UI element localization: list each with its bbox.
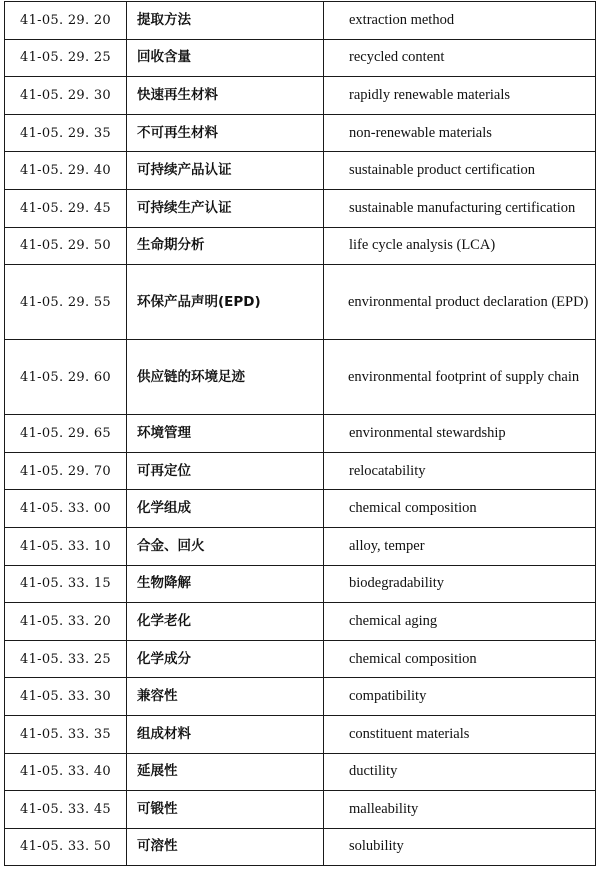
term-english: environmental stewardship [324, 415, 596, 453]
table-row [5, 715, 596, 753]
table-row [5, 527, 596, 565]
table-row [5, 152, 596, 190]
term-code: 41-05. 29. 50 [5, 227, 127, 265]
term-chinese: 可锻性 [127, 791, 324, 829]
term-english: malleability [324, 791, 596, 829]
term-english: ductility [324, 753, 596, 791]
term-english: relocatability [324, 452, 596, 490]
term-chinese: 生命期分析 [127, 227, 324, 265]
table-row [5, 791, 596, 829]
table-row [5, 39, 596, 77]
term-chinese: 可溶性 [127, 828, 324, 866]
table-row [5, 603, 596, 641]
term-code: 41-05. 29. 25 [5, 39, 127, 77]
term-english: biodegradability [324, 565, 596, 603]
term-code: 41-05. 33. 30 [5, 678, 127, 716]
table-row [5, 678, 596, 716]
term-chinese: 环保产品声明(EPD) [127, 265, 324, 340]
term-chinese: 兼容性 [127, 678, 324, 716]
term-code: 41-05. 33. 25 [5, 640, 127, 678]
term-code: 41-05. 33. 00 [5, 490, 127, 528]
terms-table [4, 1, 596, 866]
table-row [5, 265, 596, 340]
table-row [5, 415, 596, 453]
term-chinese: 化学组成 [127, 490, 324, 528]
term-english: sustainable manufacturing certification [324, 189, 596, 227]
term-code: 41-05. 33. 10 [5, 527, 127, 565]
term-english: environmental product declaration (EPD) [324, 265, 596, 340]
term-chinese: 化学老化 [127, 603, 324, 641]
term-code: 41-05. 29. 30 [5, 77, 127, 115]
term-chinese: 可再定位 [127, 452, 324, 490]
term-english: chemical composition [324, 640, 596, 678]
table-row [5, 227, 596, 265]
table-row [5, 340, 596, 415]
table-row [5, 2, 596, 40]
term-english: rapidly renewable materials [324, 77, 596, 115]
table-row [5, 565, 596, 603]
table-row [5, 828, 596, 866]
term-code: 41-05. 33. 50 [5, 828, 127, 866]
term-chinese: 可持续产品认证 [127, 152, 324, 190]
term-chinese: 提取方法 [127, 2, 324, 40]
term-code: 41-05. 33. 45 [5, 791, 127, 829]
table-row [5, 452, 596, 490]
term-english: alloy, temper [324, 527, 596, 565]
term-code: 41-05. 29. 35 [5, 114, 127, 152]
term-english: chemical composition [324, 490, 596, 528]
term-code: 41-05. 33. 35 [5, 715, 127, 753]
term-code: 41-05. 29. 70 [5, 452, 127, 490]
table-row [5, 114, 596, 152]
term-english: sustainable product certification [324, 152, 596, 190]
term-code: 41-05. 29. 60 [5, 340, 127, 415]
term-code: 41-05. 29. 65 [5, 415, 127, 453]
term-chinese: 不可再生材料 [127, 114, 324, 152]
term-chinese: 快速再生材料 [127, 77, 324, 115]
term-english: environmental footprint of supply chain [324, 340, 596, 415]
term-english: compatibility [324, 678, 596, 716]
term-code: 41-05. 29. 20 [5, 2, 127, 40]
table-row [5, 77, 596, 115]
term-english: non-renewable materials [324, 114, 596, 152]
term-code: 41-05. 29. 45 [5, 189, 127, 227]
term-english: recycled content [324, 39, 596, 77]
table-row [5, 490, 596, 528]
term-english: extraction method [324, 2, 596, 40]
term-chinese: 组成材料 [127, 715, 324, 753]
term-chinese: 供应链的环境足迹 [127, 340, 324, 415]
term-code: 41-05. 29. 55 [5, 265, 127, 340]
term-chinese: 回收含量 [127, 39, 324, 77]
term-chinese: 延展性 [127, 753, 324, 791]
term-chinese: 环境管理 [127, 415, 324, 453]
term-chinese: 合金、回火 [127, 527, 324, 565]
term-chinese: 可持续生产认证 [127, 189, 324, 227]
term-english: solubility [324, 828, 596, 866]
term-chinese: 生物降解 [127, 565, 324, 603]
term-code: 41-05. 33. 20 [5, 603, 127, 641]
term-english: life cycle analysis (LCA) [324, 227, 596, 265]
table-row [5, 640, 596, 678]
term-english: chemical aging [324, 603, 596, 641]
term-code: 41-05. 33. 40 [5, 753, 127, 791]
term-code: 41-05. 29. 40 [5, 152, 127, 190]
term-code: 41-05. 33. 15 [5, 565, 127, 603]
term-chinese: 化学成分 [127, 640, 324, 678]
table-row [5, 753, 596, 791]
term-english: constituent materials [324, 715, 596, 753]
table-row [5, 189, 596, 227]
